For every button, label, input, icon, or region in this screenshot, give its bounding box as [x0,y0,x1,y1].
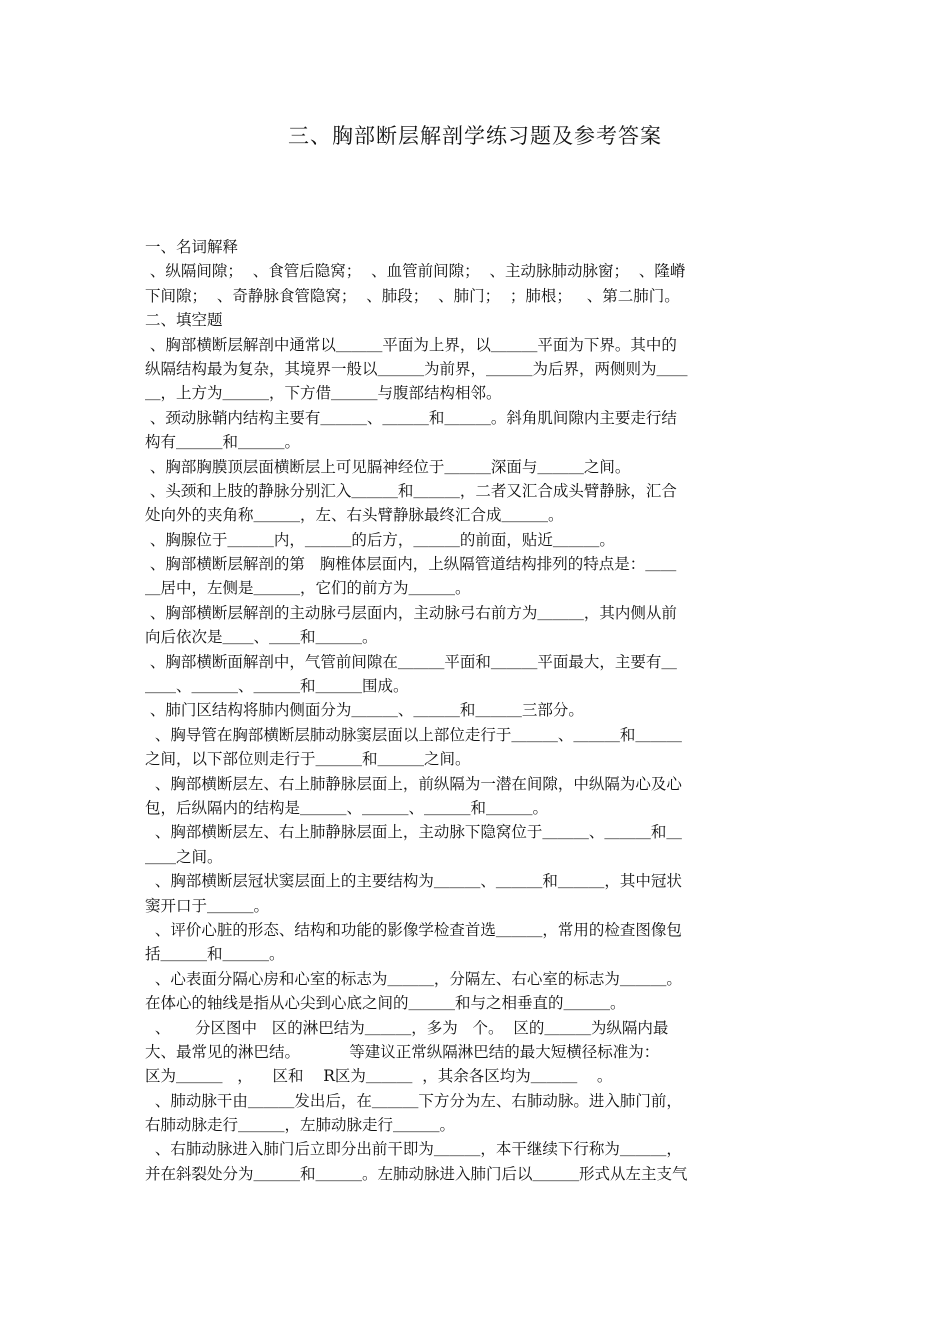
text-line: 、右肺动脉进入肺门后立即分出前干即为＿＿＿，本干继续下行称为＿＿＿， [145,1140,682,1159]
text-line: 区为＿＿＿ ， 区和 R区为＿＿＿ ，其余各区均为＿＿＿ 。 [145,1067,613,1086]
text-line: 、胸腺位于＿＿＿内，＿＿＿的后方，＿＿＿的前面，贴近＿＿＿。 [145,530,615,549]
text-line: ＿＿、＿＿＿、＿＿＿和＿＿＿围成。 [145,677,409,696]
text-line: 大、最常见的淋巴结。 等建议正常纵隔淋巴结的最大短横径标准为： [145,1042,660,1061]
text-line: 、胸部横断层解剖中通常以＿＿＿平面为上界，以＿＿＿平面为下界。其中的 [145,335,677,354]
text-line: 、胸导管在胸部横断层肺动脉窦层面以上部位走行于＿＿＿、＿＿＿和＿＿＿ [145,725,682,744]
text-line: 构有＿＿＿和＿＿＿。 [145,433,301,452]
text-line: 处向外的夹角称＿＿＿，左、右头臂静脉最终汇合成＿＿＿。 [145,506,564,525]
text-line: 、胸部横断面解剖中，气管前间隙在＿＿＿平面和＿＿＿平面最大，主要有＿ [145,652,677,671]
page-title: 三、胸部断层解剖学练习题及参考答案 [288,124,662,148]
text-line: 、胸部胸膜顶层面横断层上可见膈神经位于＿＿＿深面与＿＿＿之间。 [145,457,631,476]
text-line: 之间，以下部位则走行于＿＿＿和＿＿＿之间。 [145,750,471,769]
text-line: 、头颈和上肢的静脉分别汇入＿＿＿和＿＿＿，二者又汇合成头臂静脉，汇合 [145,481,677,500]
text-line: 、胸部横断层左、右上肺静脉层面上，主动脉下隐窝位于＿＿＿、＿＿＿和＿ [145,823,682,842]
text-line: ＿，上方为＿＿＿，下方借＿＿＿与腹部结构相邻。 [145,384,502,403]
text-line: 向后依次是＿＿、＿＿和＿＿＿。 [145,628,378,647]
text-line: 、胸部横断层解剖的主动脉弓层面内，主动脉弓右前方为＿＿＿，其内侧从前 [145,603,677,622]
document-body [145,235,810,1186]
text-line: 、 分区图中 区的淋巴结为＿＿＿，多为 个。 区的＿＿＿为纵隔内最 [145,1018,669,1037]
text-line: 、胸部横断层左、右上肺静脉层面上，前纵隔为一潜在间隙，中纵隔为心及心 [145,774,682,793]
text-line: 包，后纵隔内的结构是＿＿＿、＿＿＿、＿＿＿和＿＿＿。 [145,798,549,817]
text-line: 二、填空题 [145,311,223,330]
text-line: 、肺门区结构将肺内侧面分为＿＿＿、＿＿＿和＿＿＿三部分。 [145,701,584,720]
text-line: 、评价心脏的形态、结构和功能的影像学检查首选＿＿＿，常用的检查图像包 [145,920,682,939]
text-line: ＿＿之间。 [145,847,223,866]
text-line: 右肺动脉走行＿＿＿，左肺动脉走行＿＿＿。 [145,1116,456,1135]
text-line: ＿居中，左侧是＿＿＿，它们的前方为＿＿＿。 [145,579,471,598]
text-line: 、胸部横断层冠状窦层面上的主要结构为＿＿＿、＿＿＿和＿＿＿，其中冠状 [145,872,682,891]
text-line: 纵隔结构最为复杂，其境界一般以＿＿＿为前界，＿＿＿为后界，两侧则为＿＿ [145,359,688,378]
text-line: 并在斜裂处分为＿＿＿和＿＿＿。左肺动脉进入肺门后以＿＿＿形式从左主支气 [145,1164,688,1183]
text-line: 一、名词解释 [145,238,239,256]
text-line: 、心表面分隔心房和心室的标志为＿＿＿，分隔左、右心室的标志为＿＿＿。 [145,969,682,988]
text-line: 窦开口于＿＿＿。 [145,896,270,915]
text-line: 、肺动脉干由＿＿＿发出后，在＿＿＿下方分为左、右肺动脉。进入肺门前， [145,1091,682,1110]
text-line: 括＿＿＿和＿＿＿。 [145,945,285,964]
text-line: 、纵隔间隙； 、食管后隐窝； 、血管前间隙； 、主动脉肺动脉窗； 、隆嵴 [145,262,686,281]
text-line: 、胸部横断层解剖的第 胸椎体层面内，上纵隔管道结构排列的特点是：＿＿ [145,555,677,574]
text-line: 在体心的轴线是指从心尖到心底之间的＿＿＿和与之相垂直的＿＿＿。 [145,994,626,1013]
text-line: 下间隙； 、奇静脉食管隐窝； 、肺段； 、肺门； ；肺根； 、第二肺门。 [145,286,680,305]
text-line: 、颈动脉鞘内结构主要有＿＿＿、＿＿＿和＿＿＿。斜角肌间隙内主要走行结 [145,408,677,427]
